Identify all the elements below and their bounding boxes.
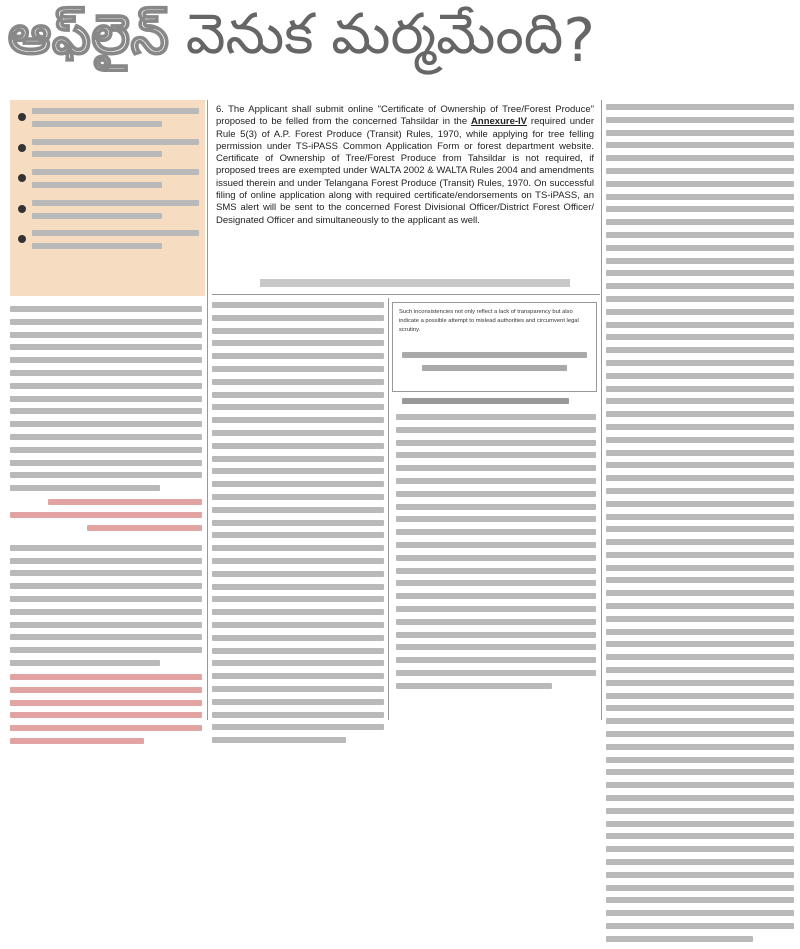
headline-left: ఆఫ్‌లైన్ [8,4,170,66]
annexure-caption [260,279,570,287]
right-column-body [606,104,794,949]
bullet-icon [18,235,26,243]
headline-right: వెనుక మర్మమేంది [185,4,564,67]
annexure-text-before: The Applicant shall submit online "Certificate of Ownership of Tree/Forest Produce" proposed to be felled from the concerned Tahsildar in the [216,104,594,128]
highlight-item [18,108,199,134]
annexure-reference: Annexure-IV [471,116,527,128]
section-heading [402,398,587,411]
annexure-text-after: required under Rule 5(3) of A.P. Forest Produce (Transit) Rules, 1970, while applying for tree felling permission under TS-iPASS Common Application Form or forest department website. Certificate of Ownership of Tree/Forest Produce from Tahsildar is not required, if proposed trees are exempted under WALTA 2002 & WALTA Rules 2004 and amendments issued therein and under Telangana Forest Produce (Transit) Rules, 1970. On successful filing of online application along with required certificate/endorsements on TS-iPASS, an SMS alert will be sent to the concerned Forest Divisional Officer/District Forest Officer/ Designated Officer and simultaneously to the applicant as well. [216,116,594,226]
bullet-icon [18,174,26,182]
column-divider [601,100,602,720]
section-divider [212,294,600,295]
highlight-item [18,200,199,226]
left-column-body [10,306,202,752]
highlight-item [18,139,199,165]
annexure-number: 6. [216,104,224,115]
headline-question-mark: ? [563,6,596,76]
excerpt-caption [402,352,587,371]
bullet-icon [18,205,26,213]
section-body [396,414,596,696]
quoted-excerpt-text: Such inconsistencies not only reflect a lack of transparency but also indicate a possible attempt to mislead authorities and circumvent legal scrutiny. [399,309,579,333]
headline [8,4,792,78]
highlight-item [18,169,199,195]
column-divider [388,298,389,720]
highlight-item [18,230,199,256]
bullet-icon [18,113,26,121]
column-divider [207,100,208,720]
middle-column-body [212,302,384,750]
highlights-box [10,100,205,296]
bullet-icon [18,144,26,152]
annexure-excerpt [216,104,594,274]
quoted-excerpt [392,302,597,392]
